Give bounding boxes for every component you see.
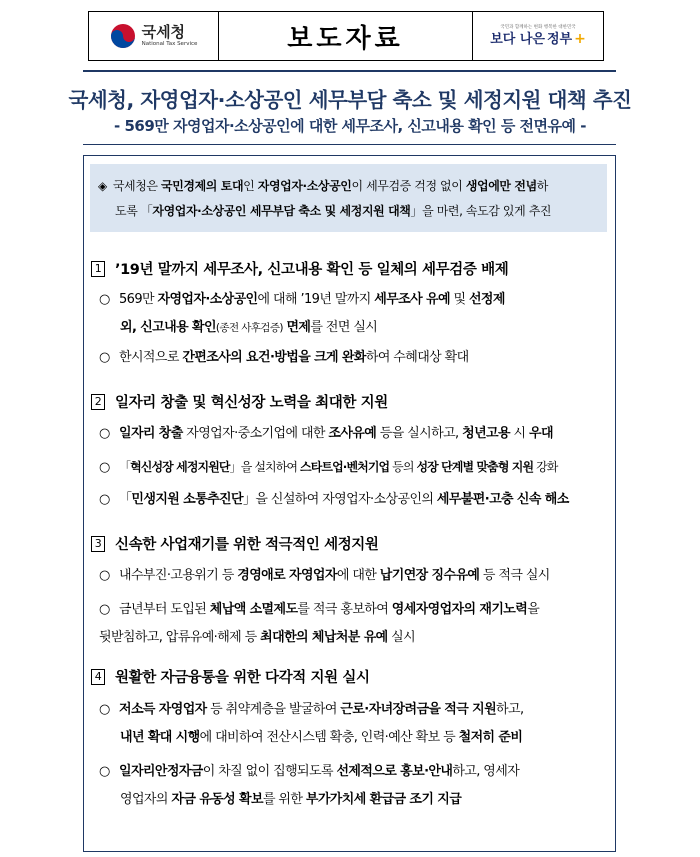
text: 이 차질 없이 집행되도록 [202,764,337,779]
section-title: 원활한 자금융통을 위한 다각적 지원 실시 [115,670,370,686]
text: 세무불편·고충 신속 해소 [436,492,569,507]
text: 실시 [387,630,416,645]
text: 면제 [286,320,311,335]
circle-bullet-icon: ○ [99,350,110,365]
section-4-item-1 [99,696,614,752]
text: 영세자영업자의 재기노력 [391,602,528,617]
circle-bullet-icon: ○ [99,426,110,441]
section-1-heading [91,258,508,279]
text: 일자리 창출 [119,426,183,441]
section-title: 일자리 창출 및 혁신성장 노력을 최대한 지원 [115,395,388,411]
text: 이 세무검증 걱정 없이 [351,179,466,193]
text: 등 취약계층을 발굴하여 [206,702,341,717]
text: 국세청은 [112,179,162,193]
text: 외, 신고내용 확인 [120,320,216,335]
text: 저소득 자영업자 [119,702,207,717]
text: 영업자의 [120,792,172,807]
text: 를 전면 실시 [310,320,378,335]
text: 하고, 영세자 [452,764,520,779]
section-2-heading [91,391,388,412]
plus-icon: + [574,31,586,48]
section-2-item-2 [99,453,614,482]
summary-box [90,164,607,232]
summary-line-1 [98,174,599,199]
page-title: 국세청, 자영업자·소상공인 세무부담 축소 및 세정지원 대책 추진 [68,88,632,112]
title-rule-bottom [83,144,616,145]
text: 간편조사의 요건·방법을 크게 완화 [182,350,366,365]
text: 우대 [529,426,553,441]
text: 에 대비하여 전산시스템 확충, 인력·예산 확보 등 [199,730,459,745]
section-3-item-2 [99,596,614,652]
section-4-item-2 [99,758,614,814]
taegeuk-icon [110,23,136,49]
nts-logo-cell [89,12,219,60]
text: 내수부진·고용위기 등 [119,568,238,583]
press-header [88,11,604,61]
text: 조사유예 [328,426,377,441]
text: 세무조사 유예 [374,292,450,307]
section-number-box: 3 [91,536,105,552]
text: 청년고용 [462,426,510,441]
gov-slogan-small: 국민과 함께하는 변화 행복한 대한민국 [500,24,576,30]
text: 자영업자·소상공인 [257,179,352,193]
summary-line-2 [98,199,599,224]
text: 「 [119,460,131,474]
page-subtitle: - 569만 자영업자·소상공인에 대한 세무조사, 신고내용 확인 등 전면유예 - [114,117,586,135]
text: 」을 마련, 속도감 있게 추진 [410,204,552,218]
circle-bullet-icon: ○ [99,568,110,583]
section-2-item-1 [99,420,614,448]
text: 국민경제의 토대 [161,179,244,193]
text: 한시적으로 [119,350,183,365]
section-number-box: 2 [91,394,105,410]
section-3-heading [91,533,379,554]
section-1-item-2 [99,344,614,372]
text: 자금 유동성 확보 [171,792,263,807]
circle-bullet-icon: ○ [99,702,110,717]
text: 시 [509,426,529,441]
text: 생업에만 전념 [465,179,537,193]
text: 강화 [533,460,558,474]
circle-bullet-icon: ○ [99,292,110,307]
text: 을 [527,602,540,617]
text: 등 적극 실시 [479,568,550,583]
text: 혁신성장 세정지원단 [130,460,230,474]
text: 금년부터 도입된 [119,602,210,617]
text: 및 [449,292,469,307]
gov-logo [490,26,586,47]
text: 인 [243,179,258,193]
text: 성장 단계별 맞춤형 지원 [416,460,534,474]
text: (종전 사후검증) [215,322,283,334]
text: 철저히 준비 [458,730,523,745]
text: 경영애로 자영업자 [237,568,337,583]
text: 일자리안정자금 [119,764,203,779]
text: 내년 확대 시행 [120,730,200,745]
section-3-item-1 [99,562,614,590]
text: 자영업자·소상공인 [157,292,258,307]
text: 하여 수혜대상 확대 [365,350,469,365]
section-title: ’19년 말까지 세무조사, 신고내용 확인 등 일체의 세무검증 배제 [115,262,509,278]
text: 하 [536,179,548,193]
text: 569만 [119,292,158,307]
title-rule-top [83,70,616,72]
text: 하고, [496,702,524,717]
gov-logo-cell [473,12,603,60]
section-number-box: 4 [91,669,105,685]
text: 자영업자·소상공인 세무부담 축소 및 세정지원 대책 [152,204,411,218]
text: 에 대한 [336,568,380,583]
text: 등의 [389,460,417,474]
section-2-item-3 [99,486,614,514]
circle-bullet-icon: ○ [99,492,110,507]
section-number-box: 1 [91,261,105,277]
section-1-item-1 [99,286,614,342]
text: 자영업자·중소기업에 대한 [182,426,329,441]
text: 납기연장 징수유예 [379,568,480,583]
nts-logo [110,23,198,49]
text: 민생지원 소통추진단 [131,492,243,507]
text: 선제적으로 홍보·안내 [336,764,453,779]
circle-bullet-icon: ○ [99,460,110,475]
section-4-heading [91,666,370,687]
nts-name: 국세청 [141,22,186,41]
text: 뒷받침하고, 압류유예·해제 등 [99,630,261,645]
gov-slogan-a: 보다 나은 [490,31,545,47]
text: 스타트업·벤처기업 [300,460,390,474]
diamond-bullet-icon: ◈ [98,179,107,193]
text: 를 적극 홍보하여 [297,602,392,617]
text: 근로·자녀장려금을 적극 지원 [340,702,497,717]
text: 에 대해 ’19년 말까지 [257,292,375,307]
text: 도록 「 [115,204,153,218]
circle-bullet-icon: ○ [99,764,110,779]
text: 체납액 소멸제도 [209,602,298,617]
press-title: 보도자료 [287,23,404,54]
text: 등을 실시하고, [376,426,463,441]
text: 」을 설치하여 [229,460,301,474]
text: 「 [119,492,132,507]
circle-bullet-icon: ○ [99,602,110,617]
gov-slogan-b: 정부 [546,31,573,47]
text: 를 위한 [262,792,306,807]
text: 부가가치세 환급금 조기 지급 [305,792,462,807]
section-title: 신속한 사업재기를 위한 적극적인 세정지원 [115,537,379,553]
text: 선정제 [468,292,505,307]
nts-name-en: National Tax Service [141,40,198,47]
press-title-cell [219,12,473,60]
text: 최대한의 체납처분 유예 [260,630,388,645]
text: 」을 신설하여 자영업자·소상공인의 [242,492,437,507]
